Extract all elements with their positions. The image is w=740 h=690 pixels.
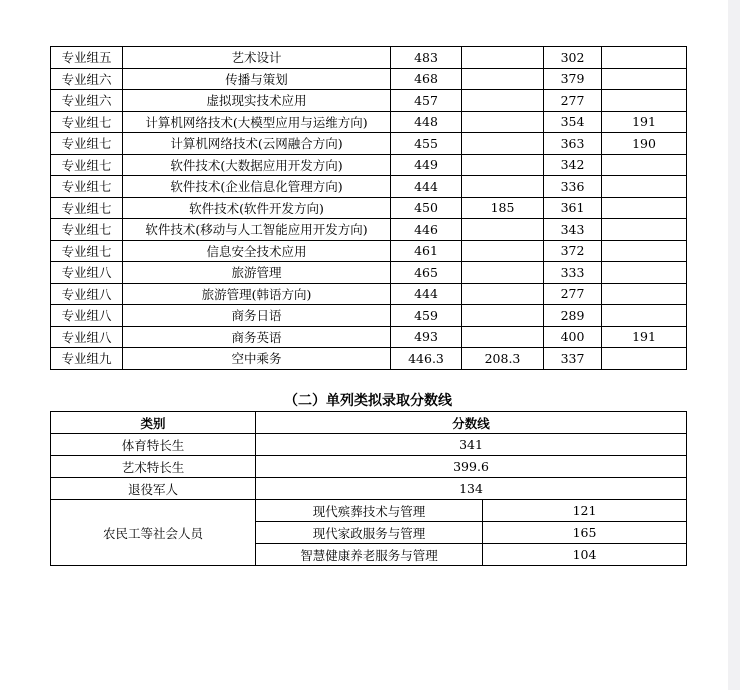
score-cell <box>602 197 687 219</box>
score-cell: 483 <box>391 47 462 69</box>
score-cell <box>602 262 687 284</box>
group-cell: 专业组七 <box>51 154 123 176</box>
score-cell: 465 <box>391 262 462 284</box>
score-cell: 342 <box>544 154 602 176</box>
table-row <box>51 478 687 500</box>
score-cell <box>602 176 687 198</box>
major-cell: 商务日语 <box>123 305 391 327</box>
score-cell <box>462 154 544 176</box>
score-cell <box>462 219 544 241</box>
score-cell: 185 <box>462 197 544 219</box>
group-cell: 专业组七 <box>51 197 123 219</box>
score-cell: 459 <box>391 305 462 327</box>
table-row <box>51 240 687 262</box>
group-cell: 专业组六 <box>51 90 123 112</box>
score-cell <box>462 90 544 112</box>
score-cell: 165 <box>483 522 687 544</box>
score-cell: 104 <box>483 544 687 566</box>
group-cell: 专业组九 <box>51 348 123 370</box>
score-cell: 191 <box>602 111 687 133</box>
major-cell: 空中乘务 <box>123 348 391 370</box>
score-cell: 446.3 <box>391 348 462 370</box>
score-cell <box>602 90 687 112</box>
score-cell: 493 <box>391 326 462 348</box>
score-cell <box>462 133 544 155</box>
score-cell: 361 <box>544 197 602 219</box>
major-cell: 信息安全技术应用 <box>123 240 391 262</box>
group-cell: 专业组七 <box>51 240 123 262</box>
score-cell: 444 <box>391 283 462 305</box>
group-cell: 专业组八 <box>51 305 123 327</box>
group-cell: 专业组八 <box>51 283 123 305</box>
major-cell: 现代殡葬技术与管理 <box>256 500 483 522</box>
score-cell: 399.6 <box>256 456 687 478</box>
table-row <box>51 262 687 284</box>
major-cell: 艺术设计 <box>123 47 391 69</box>
score-cell: 341 <box>256 434 687 456</box>
category-cell: 退役军人 <box>51 478 256 500</box>
table-row <box>51 197 687 219</box>
score-cell <box>462 305 544 327</box>
table-row <box>51 456 687 478</box>
major-cell: 传播与策划 <box>123 68 391 90</box>
table-row <box>51 47 687 69</box>
score-cell: 354 <box>544 111 602 133</box>
score-cell: 372 <box>544 240 602 262</box>
group-cell: 专业组八 <box>51 262 123 284</box>
group-cell: 专业组七 <box>51 176 123 198</box>
score-cell <box>602 240 687 262</box>
score-cell: 450 <box>391 197 462 219</box>
score-cell <box>462 176 544 198</box>
table-row <box>51 219 687 241</box>
header-category: 类别 <box>51 412 256 434</box>
score-cell <box>462 326 544 348</box>
score-cell <box>462 47 544 69</box>
category-cell: 农民工等社会人员 <box>51 500 256 566</box>
major-cell: 计算机网络技术(大模型应用与运维方向) <box>123 111 391 133</box>
category-cell: 体育特长生 <box>51 434 256 456</box>
table-row <box>51 434 687 456</box>
score-cell: 333 <box>544 262 602 284</box>
score-cell: 277 <box>544 283 602 305</box>
score-cell: 302 <box>544 47 602 69</box>
table-row <box>51 500 687 522</box>
group-cell: 专业组八 <box>51 326 123 348</box>
score-cell <box>462 283 544 305</box>
score-cell: 343 <box>544 219 602 241</box>
group-cell: 专业组七 <box>51 219 123 241</box>
table-row <box>51 283 687 305</box>
major-cell: 现代家政服务与管理 <box>256 522 483 544</box>
score-cell: 190 <box>602 133 687 155</box>
score-cell: 208.3 <box>462 348 544 370</box>
score-cell: 363 <box>544 133 602 155</box>
score-cell <box>602 68 687 90</box>
table-row <box>51 90 687 112</box>
table-row <box>51 133 687 155</box>
major-cell: 旅游管理 <box>123 262 391 284</box>
major-cell: 软件技术(软件开发方向) <box>123 197 391 219</box>
table-row <box>51 326 687 348</box>
major-cell: 计算机网络技术(云网融合方向) <box>123 133 391 155</box>
score-cell: 134 <box>256 478 687 500</box>
score-cell: 379 <box>544 68 602 90</box>
score-cell <box>602 348 687 370</box>
table-row <box>51 348 687 370</box>
score-cell: 400 <box>544 326 602 348</box>
score-cell: 336 <box>544 176 602 198</box>
score-cell <box>602 283 687 305</box>
major-cell: 软件技术(大数据应用开发方向) <box>123 154 391 176</box>
score-cell <box>462 111 544 133</box>
score-cell: 461 <box>391 240 462 262</box>
score-cell <box>602 154 687 176</box>
score-cell: 455 <box>391 133 462 155</box>
score-cell: 444 <box>391 176 462 198</box>
score-cell: 337 <box>544 348 602 370</box>
major-cell: 智慧健康养老服务与管理 <box>256 544 483 566</box>
score-cell <box>602 219 687 241</box>
major-cell: 软件技术(企业信息化管理方向) <box>123 176 391 198</box>
score-cell: 289 <box>544 305 602 327</box>
viewer-edge <box>728 0 740 690</box>
category-cell: 艺术特长生 <box>51 456 256 478</box>
score-cell: 191 <box>602 326 687 348</box>
score-cell: 446 <box>391 219 462 241</box>
admission-score-table-body <box>51 47 687 370</box>
score-cell <box>602 47 687 69</box>
major-cell: 虚拟现实技术应用 <box>123 90 391 112</box>
group-cell: 专业组六 <box>51 68 123 90</box>
score-cell: 449 <box>391 154 462 176</box>
table-row <box>51 111 687 133</box>
score-cell <box>462 68 544 90</box>
table-row <box>51 176 687 198</box>
group-cell: 专业组五 <box>51 47 123 69</box>
major-cell: 旅游管理(韩语方向) <box>123 283 391 305</box>
score-cell <box>602 305 687 327</box>
score-cell: 277 <box>544 90 602 112</box>
admission-score-table <box>50 46 687 370</box>
score-cell: 457 <box>391 90 462 112</box>
table-header-row <box>51 412 687 434</box>
section-title: （二）单列类拟录取分数线 <box>284 393 452 409</box>
table-row <box>51 68 687 90</box>
score-cell: 468 <box>391 68 462 90</box>
score-cell <box>462 262 544 284</box>
header-score: 分数线 <box>256 412 687 434</box>
score-cell: 121 <box>483 500 687 522</box>
table-row <box>51 154 687 176</box>
major-cell: 商务英语 <box>123 326 391 348</box>
major-cell: 软件技术(移动与人工智能应用开发方向) <box>123 219 391 241</box>
group-cell: 专业组七 <box>51 133 123 155</box>
score-cell: 448 <box>391 111 462 133</box>
special-category-score-table <box>50 411 687 566</box>
score-cell <box>462 240 544 262</box>
table-row <box>51 305 687 327</box>
group-cell: 专业组七 <box>51 111 123 133</box>
